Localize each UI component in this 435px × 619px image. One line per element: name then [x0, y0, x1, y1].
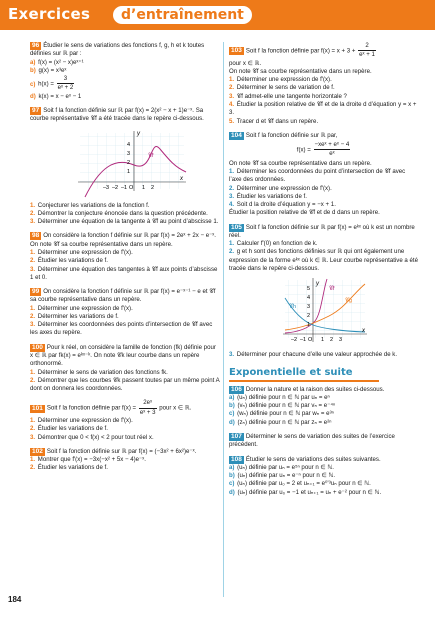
- item-b: b) (vₙ) définie pour n ∈ ℕ par vₙ = e⁻⁴ⁿ: [229, 402, 336, 410]
- exercise-103: [229, 42, 419, 126]
- question-1: 1. Déterminer une expression de f′(x).: [30, 248, 133, 256]
- graph-fgh: [279, 276, 369, 348]
- origin-label: O: [129, 184, 134, 191]
- item-b: b) (uₙ) définie par uₙ = e⁻ⁿ pour n ∈ ℕ.: [229, 472, 336, 480]
- item-d: d) (zₙ) définie pour n ∈ ℕ par zₙ = e²ⁿ: [229, 418, 332, 426]
- tick-y-2: 2: [127, 159, 131, 166]
- exercise-number: 99: [32, 288, 40, 296]
- exercise-107: [229, 433, 419, 450]
- tick-x-m2: –2: [112, 184, 119, 191]
- question-3: 3. Déterminer les coordonnées des points d’intersection de 𝒞f avec les axes du repère.: [30, 321, 213, 337]
- tick-x-1: 1: [142, 184, 146, 191]
- header-title: Exercices: [8, 5, 91, 23]
- equation-f: f(x) = $\frac{\text{−xeˣ + eˣ − 4}}{\text{eˣ}}$: [296, 141, 350, 158]
- question-2: 2. Étudier les variations de f.: [30, 425, 108, 433]
- column-divider: [223, 42, 224, 597]
- curve-f-label: 𝒞f: [329, 286, 335, 293]
- tick-y-1: 1: [127, 168, 131, 175]
- tick-y-3: 3: [127, 150, 131, 157]
- exercise-number: 108: [231, 455, 242, 463]
- question-2: 2. Démontrer que les courbes 𝒞k passent toutes par un même point A dont on donnera les coordonnées.: [30, 376, 220, 393]
- tick-x-2: 2: [330, 337, 334, 344]
- question-2: 2. Étudier les variations de f.: [30, 464, 108, 472]
- exercise-number: 106: [231, 385, 242, 393]
- item-b: b) g(x) = x³eˣ: [30, 66, 67, 74]
- fraction: $\frac{2}{\text{eˣ + 1}}$: [359, 42, 375, 59]
- curve-label: 𝒞f: [148, 152, 154, 159]
- tick-y-2: 2: [307, 313, 311, 320]
- item-a: a) f(x) = (x² − x)eˣ⁺¹: [30, 58, 84, 66]
- tick-x-m2: –2: [291, 337, 298, 344]
- item-d: d) k(x) = x − eˣ − 1: [30, 92, 82, 100]
- y-axis-label: y: [137, 130, 140, 137]
- question-3: 3. 𝒞f admet-elle une tangente horizontale ?: [229, 92, 347, 100]
- question-2: 2. Déterminer une expression de f′(x).: [229, 184, 332, 192]
- exercise-number: 104: [231, 131, 242, 139]
- question-3: 3. Étudier les variations de f.: [229, 192, 307, 200]
- question-1: 1. Déterminer une expression de f′(x).: [30, 417, 133, 424]
- exercise-100: [30, 344, 220, 394]
- exercise-number: 105: [231, 223, 242, 231]
- exercise-number: 98: [32, 232, 40, 240]
- exercise-intro: Étudier le sens de variations des suites suivantes.: [245, 455, 381, 463]
- exercise-intro: Soit f la fonction définie sur ℝ par f(x) = eᵏˣ où k est un nombre réel.: [229, 223, 415, 239]
- grid: [80, 130, 184, 189]
- tick-x-2: 2: [151, 184, 155, 191]
- tick-y-1: 1: [307, 322, 311, 329]
- question-3: 3. Démontrer que 0 < f(x) < 2 pour tout réel x.: [30, 433, 154, 441]
- tick-y-5: 5: [307, 286, 311, 293]
- exercise-number: 100: [32, 343, 43, 351]
- tick-x-m1: –1: [300, 337, 307, 344]
- exercise-intro: Soit f la fonction définie sur ℝ par f(x) = 2(x² − x + 1)e⁻ˣ. Sa courbe représentative 𝒞f a été tracée dans le repère ci-dessous.: [30, 106, 204, 123]
- question-1: 1. Déterminer les coordonnées du point d’intersection de 𝒞f avec l’axe des ordonnées.: [229, 167, 406, 184]
- exercise-105: [229, 224, 419, 360]
- exercise-intro: Déterminer le sens de variation des suites de l’exercice précédent.: [229, 432, 395, 449]
- curve-g-label: 𝒞g: [345, 298, 353, 305]
- header-subtitle-pill: d’entraînement: [113, 6, 252, 24]
- question-1: 1. Calculer f′(0) en fonction de k.: [229, 240, 318, 248]
- exercise-number: 103: [231, 47, 242, 55]
- question-1: 1. Montrer que f′(x) = −3x(−x² + 5x − 4)e⁻ˣ.: [30, 456, 146, 464]
- item-c: c) (uₙ) définie par u₀ = 2 et uₙ₊₁ = e⁰ʼ³uₙ pour n ∈ ℕ.: [229, 480, 371, 488]
- fraction: $\frac{3}{\text{eˣ + 2}}$: [57, 75, 74, 92]
- exercise-number: 102: [32, 447, 43, 455]
- x-axis-label: x: [180, 175, 183, 182]
- question-1: 1. Déterminer une expression de f′(x).: [30, 304, 133, 312]
- question-2: 2. Déterminer les variations de f.: [30, 312, 119, 320]
- origin-label: O: [308, 337, 313, 344]
- left-column: [30, 42, 220, 479]
- question-2: 2. Déterminer le sens de variation de f.: [229, 84, 335, 92]
- page-number: 184: [8, 595, 22, 604]
- question-3: 3. Déterminer une équation des tangentes à 𝒞f aux points d’abscisse 1 et 0.: [30, 265, 218, 281]
- question-4: 4. Étudier la position relative de 𝒞f et de la droite d d’équation y = x + 3.: [229, 100, 417, 117]
- exercise-intro: Étudier le sens de variations des fonctions f, g, h et k toutes définies sur ℝ par :: [30, 42, 205, 58]
- exercise-intro-end: pour x ∈ ℝ.: [159, 404, 192, 412]
- exercise-104: [229, 132, 419, 218]
- fraction: $\frac{\text{2eˣ}}{\text{eˣ + 3}}$: [139, 399, 156, 416]
- tick-y-4: 4: [127, 141, 131, 148]
- tick-x-m3: –3: [103, 184, 110, 191]
- x-axis-label: x: [362, 328, 365, 335]
- section-rule: [229, 380, 379, 381]
- question-3: 3. Déterminer pour chacune d’elle une valeur approchée de k.: [229, 351, 398, 359]
- exercise-intro-end: pour x ∈ ℝ.: [229, 59, 262, 67]
- item-a: a) (uₙ) définie par uₙ = e⁵ⁿ pour n ∈ ℕ.: [229, 463, 334, 471]
- exercise-98: [30, 232, 220, 282]
- question-5: 5. Tracer d et 𝒞f dans un repère.: [229, 117, 319, 125]
- fraction: $\frac{\text{−xeˣ + eˣ − 4}}{\text{eˣ}}$: [314, 141, 350, 158]
- exercise-96: [30, 42, 220, 101]
- exercise-108: [229, 456, 419, 497]
- grid: [285, 280, 365, 338]
- curve-h-label: 𝒞h: [289, 304, 297, 311]
- question-2: 2. Démontrer la conjecture énoncée dans la question précédente.: [30, 209, 208, 217]
- question-1: 1. Déterminer le sens de variation des fonctions fk.: [30, 368, 168, 376]
- item-d: d) (uₙ) définie par u₀ = −1 et uₙ₊₁ = uₙ + e⁻² pour n ∈ ℕ.: [229, 488, 382, 496]
- exercise-101: [30, 399, 220, 441]
- exercise-97: [30, 107, 220, 226]
- question-3: 3. Déterminer une équation de la tangente à 𝒞f au point d’abscisse 1.: [30, 218, 219, 226]
- exercise-intro: Soit f la fonction définie sur ℝ par,: [245, 131, 338, 139]
- exercise-note: On note 𝒞f sa courbe représentative dans un repère.: [229, 67, 372, 75]
- exercise-intro: Pour k réel, on considère la famille de fonction (fk) définie pour x ∈ ℝ par fk(x) = eᵏˣ⁻ᵏ. On note 𝒞k leur courbe dans un repère orthonormé.: [30, 343, 216, 368]
- tick-x-1: 1: [321, 337, 325, 344]
- tick-x-3: 3: [339, 337, 343, 344]
- section-title: Exponentielle et suite: [229, 366, 353, 378]
- header-banner: [0, 0, 435, 30]
- y-axis-label: y: [316, 281, 319, 288]
- exercise-99: [30, 288, 220, 338]
- exercise-number: 96: [32, 42, 40, 49]
- exercise-number: 107: [231, 432, 242, 440]
- exercise-intro: Soit f la fonction définie par f(x) =: [46, 404, 137, 412]
- question-2: 2. Étudier les variations de f.: [30, 257, 108, 265]
- item-a: a) (uₙ) définie pour n ∈ ℕ par uₙ = eⁿ: [229, 393, 330, 401]
- graph-cf: [70, 127, 190, 199]
- tick-x-m1: –1: [121, 184, 128, 191]
- exercise-intro: Soit f la fonction définie par f(x) = x + 3 +: [245, 47, 356, 55]
- tick-y-4: 4: [307, 295, 311, 302]
- exercise-intro: On considère la fonction f définie sur ℝ par f(x) = 2eˣ + 2x − e⁻ˣ. On note 𝒞f sa courbe représentative dans un repère.: [30, 232, 217, 248]
- item-c: c) h(x) = $\frac{3}{\text{eˣ + 2}}$: [30, 75, 74, 92]
- question-1: 1. Conjecturer les variations de la fonction f.: [30, 201, 150, 209]
- tick-y-3: 3: [307, 304, 311, 311]
- exercise-intro: Donner la nature et la raison des suites ci-dessous.: [245, 385, 385, 393]
- exercise-intro: On considère la fonction f définie sur ℝ par f(x) = e⁻ˣ⁻¹ − e et 𝒞f sa courbe représentative dans un repère.: [30, 288, 216, 304]
- exercise-102: [30, 448, 220, 473]
- exercise-number: 101: [32, 404, 43, 412]
- exercise-intro: Soit f la fonction définie sur ℝ par f(x) = (−3x² + 6x²)e⁻ˣ.: [46, 447, 197, 455]
- question-1: 1. Déterminer une expression de f′(x).: [229, 76, 332, 84]
- exercise-note: On note 𝒞f sa courbe représentative dans un repère.: [229, 159, 372, 167]
- exercise-number: 97: [32, 106, 40, 114]
- question-4-continued: Étudier la position relative de 𝒞f et de d dans un repère.: [229, 209, 380, 217]
- right-column: [229, 42, 419, 503]
- exercise-106: [229, 386, 419, 427]
- question-4: 4. Soit d la droite d’équation y = −x + 1.: [229, 201, 336, 209]
- item-c: c) (wₙ) définie pour n ∈ ℕ par wₙ = e³ⁿ: [229, 410, 334, 418]
- question-2: 2. g et h sont des fonctions définies sur ℝ qui ont également une expression de la forme eᵏˣ où k ∈ ℝ. Leur courbe représentative a été tracée dans le repère ci-dessous.: [229, 248, 418, 273]
